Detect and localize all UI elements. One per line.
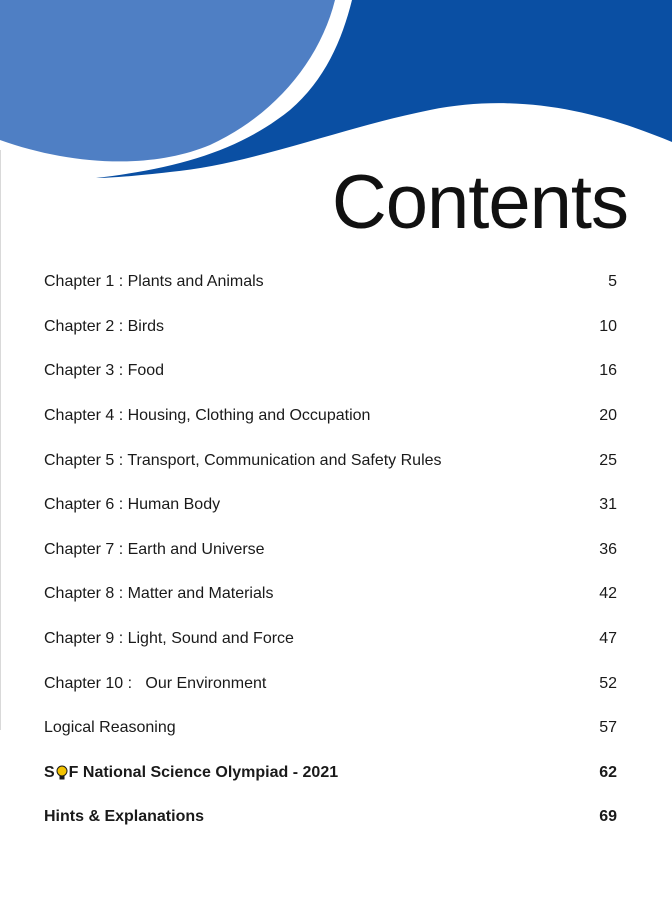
toc-entry-page: 5 (608, 273, 617, 291)
toc-entry-title: Chapter 2 : Birds (44, 317, 165, 335)
toc-entry-chapter-1[interactable] (44, 260, 617, 305)
toc-entry-chapter-4[interactable] (44, 394, 617, 439)
toc-entry-logical-reasoning[interactable] (44, 706, 617, 751)
toc-entry-title: Chapter 3 : Food (44, 362, 165, 380)
toc-entry-title: Chapter 4 : Housing, Clothing and Occupation (44, 407, 371, 425)
toc-entry-chapter-10[interactable] (44, 661, 617, 706)
toc-entry-page: 47 (599, 630, 617, 648)
toc-entry-chapter-6[interactable] (44, 483, 617, 528)
toc-entry-title: Chapter 5 : Transport, Communication and Safety Rules (44, 451, 442, 469)
sof-logo-s: S (44, 763, 55, 781)
sof-logo (44, 764, 78, 782)
toc-entry-chapter-9[interactable] (44, 617, 617, 662)
toc-entry-hints[interactable] (44, 795, 617, 840)
toc-entry-title: Chapter 6 : Human Body (44, 496, 221, 514)
toc-entry-page: 42 (599, 585, 617, 603)
page-title: Contents (331, 160, 628, 245)
toc-entry-title: Logical Reasoning (44, 719, 176, 737)
toc-entry-page: 36 (599, 540, 617, 558)
toc-entry-page: 25 (599, 451, 617, 469)
toc-entry-chapter-5[interactable] (44, 438, 617, 483)
sof-logo-f: F (68, 763, 79, 781)
toc-entry-title: Chapter 1 : Plants and Animals (44, 273, 264, 291)
toc-entry-page: 52 (599, 674, 617, 692)
toc-entry-olympiad[interactable] (44, 751, 617, 796)
toc-entry-title: Chapter 8 : Matter and Materials (44, 585, 274, 603)
toc-entry-title: Hints & Explanations (44, 808, 205, 826)
bulb-icon (56, 765, 68, 781)
toc-entry-page: 31 (599, 496, 617, 514)
toc-entry-page: 20 (599, 407, 617, 425)
toc-entry-page: 62 (599, 763, 617, 781)
toc-entry-title: Chapter 9 : Light, Sound and Force (44, 630, 294, 648)
toc-entry-page: 57 (599, 719, 617, 737)
toc-entry-title (44, 764, 338, 782)
left-margin-rule (0, 150, 1, 730)
toc-entry-chapter-3[interactable] (44, 349, 617, 394)
toc-entry-page: 69 (599, 808, 617, 826)
toc-entry-title: Chapter 10 : Our Environment (44, 674, 267, 692)
table-of-contents (44, 260, 617, 840)
toc-entry-chapter-7[interactable] (44, 528, 617, 573)
toc-entry-page: 16 (599, 362, 617, 380)
toc-entry-chapter-8[interactable] (44, 572, 617, 617)
toc-entry-page: 10 (599, 317, 617, 335)
toc-entry-title: Chapter 7 : Earth and Universe (44, 540, 265, 558)
toc-entry-chapter-2[interactable] (44, 305, 617, 350)
olympiad-title: National Science Olympiad - 2021 (78, 763, 339, 781)
